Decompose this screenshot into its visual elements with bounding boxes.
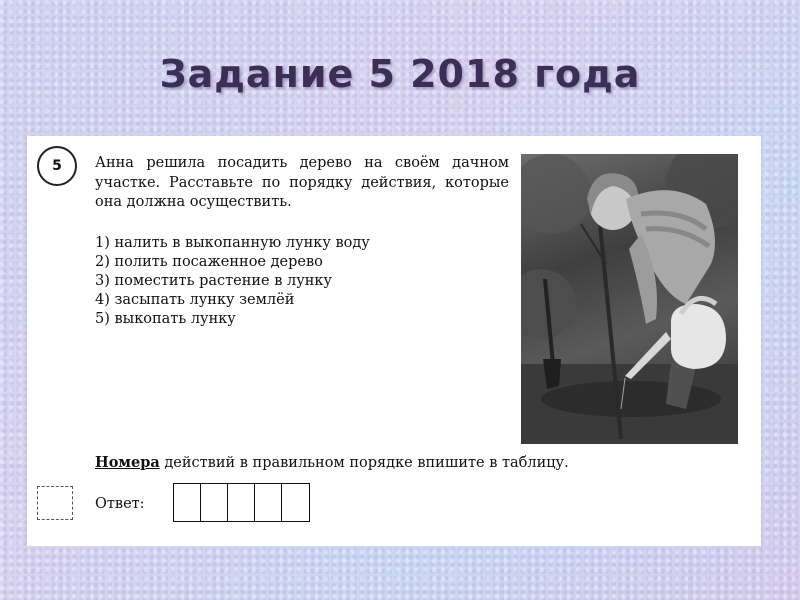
action-item: 1) налить в выкопанную лунку воду: [95, 235, 370, 251]
photo-woman-watering-tree: [521, 154, 738, 444]
instruction-rest: действий в правильном порядке впишите в таблицу.: [159, 455, 569, 471]
answer-label: Ответ:: [95, 496, 145, 512]
answer-cell[interactable]: [282, 484, 309, 521]
action-item: 2) полить посаженное дерево: [95, 254, 323, 270]
answer-cell[interactable]: [228, 484, 255, 521]
answer-cell[interactable]: [174, 484, 201, 521]
photo-illustration: [521, 154, 738, 444]
score-box: [37, 486, 73, 520]
action-list: [95, 234, 370, 329]
action-item: 3) поместить растение в лунку: [95, 273, 333, 289]
answer-cell[interactable]: [201, 484, 228, 521]
answer-cell[interactable]: [255, 484, 282, 521]
instruction-underlined: Номера: [95, 454, 160, 471]
slide-title: Задание 5 2018 года: [159, 52, 641, 96]
instruction-text: [95, 454, 569, 471]
action-item: 5) выкопать лунку: [95, 311, 236, 327]
action-item: 4) засыпать лунку землёй: [95, 292, 295, 308]
task-sheet: [27, 136, 761, 546]
task-prompt: Анна решила посадить дерево на своём дачном участке. Расставьте по порядку действия, которые она должна осуществить.: [95, 155, 509, 210]
answer-grid: [173, 483, 310, 522]
task-number-badge: 5: [37, 146, 77, 186]
